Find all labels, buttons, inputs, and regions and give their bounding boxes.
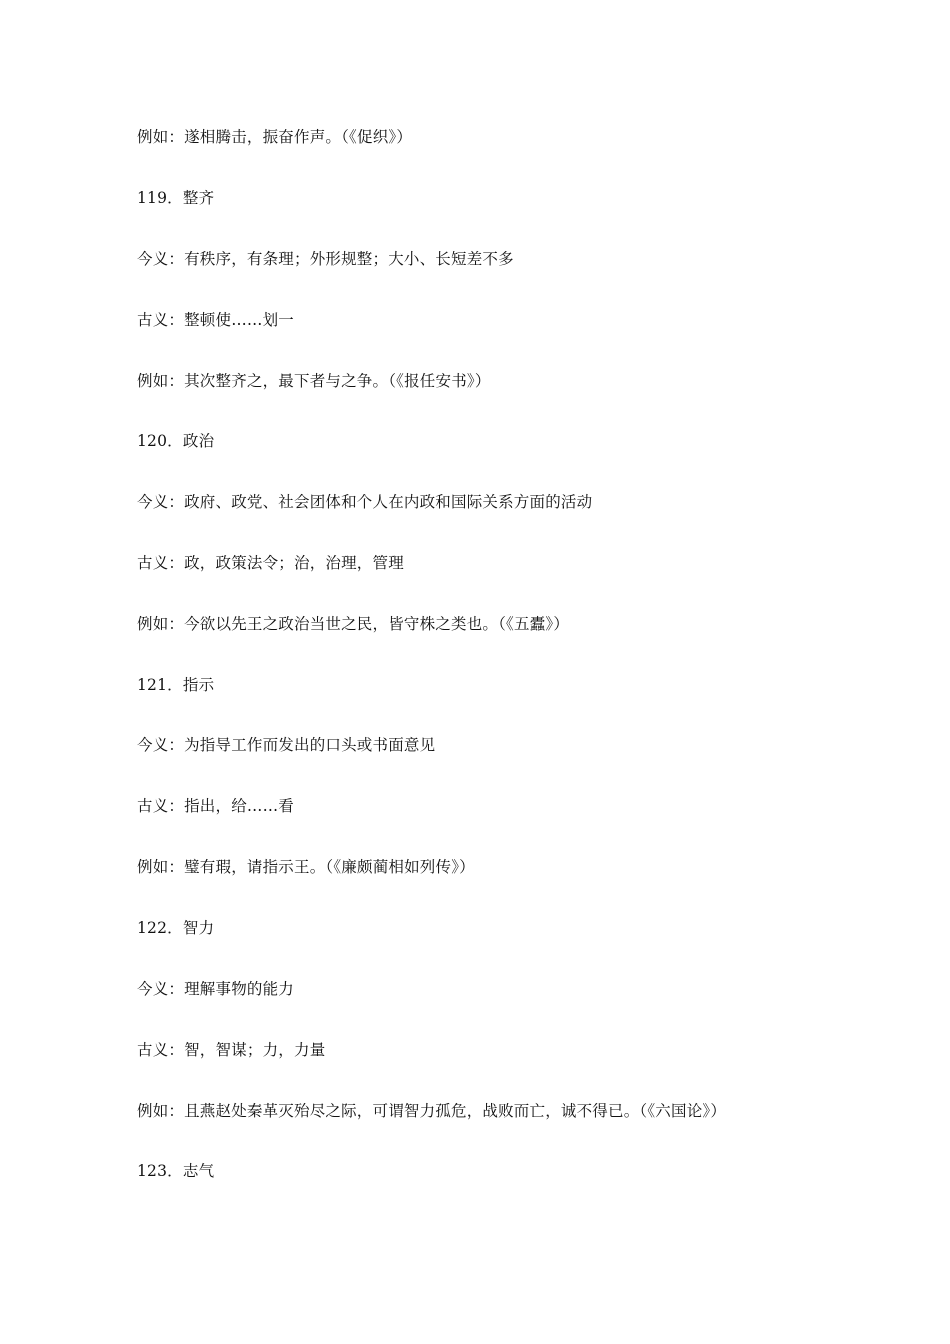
example-line-119: 例如：其次整齐之，最下者与之争。（《报任安书》） xyxy=(137,372,491,390)
entry-heading-120: 120．政治 xyxy=(137,432,215,450)
entry-heading-122: 122．智力 xyxy=(137,919,215,937)
modern-meaning-122: 今义：理解事物的能力 xyxy=(137,980,295,998)
entry-heading-119: 119．整齐 xyxy=(137,189,215,207)
modern-meaning-121: 今义：为指导工作而发出的口头或书面意见 xyxy=(137,736,436,754)
example-line-122: 例如：且燕赵处秦革灭殆尽之际，可谓智力孤危，战败而亡，诚不得已。（《六国论》） xyxy=(137,1102,727,1120)
modern-meaning-119: 今义：有秩序，有条理；外形规整；大小、长短差不多 xyxy=(137,250,514,268)
example-line-120: 例如：今欲以先王之政治当世之民，皆守株之类也。（《五蠹》） xyxy=(137,615,570,633)
example-line-121: 例如：璧有瑕，请指示王。（《廉颇蔺相如列传》） xyxy=(137,858,475,876)
ancient-meaning-120: 古义：政，政策法令；治，治理，管理 xyxy=(137,554,404,572)
example-line-118: 例如：遂相腾击，振奋作声。（《促织》） xyxy=(137,128,413,146)
modern-meaning-120: 今义：政府、政党、社会团体和个人在内政和国际关系方面的活动 xyxy=(137,493,593,511)
ancient-meaning-121: 古义：指出，给……看 xyxy=(137,797,295,815)
ancient-meaning-119: 古义：整顿使……划一 xyxy=(137,311,295,329)
ancient-meaning-122: 古义：智，智谋；力，力量 xyxy=(137,1041,326,1059)
entry-heading-121: 121．指示 xyxy=(137,676,215,694)
entry-heading-123: 123．志气 xyxy=(137,1162,215,1180)
